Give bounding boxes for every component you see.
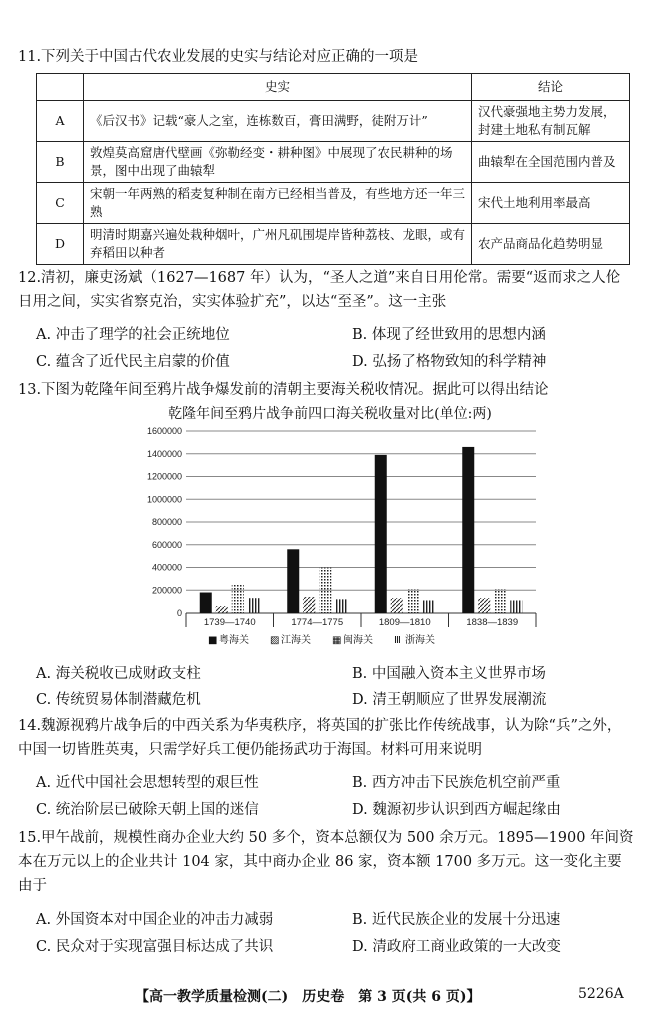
q14-option-a: A. 近代中国社会思想转型的艰巨性 [36, 775, 259, 791]
legend-symbol: Ⅲ [394, 635, 401, 646]
y-tick-label: 1200000 [146, 471, 182, 482]
q15-option-c: C. 民众对于实现富强目标达成了共识 [36, 939, 274, 955]
bar-粤海关 [287, 549, 299, 613]
row-letter: B [37, 142, 84, 183]
bar-江海关 [478, 598, 490, 613]
q13-chart [120, 403, 540, 659]
legend-label: 闽海关 [343, 635, 373, 646]
table-header-fact: 史实 [84, 74, 472, 101]
y-tick-label: 400000 [151, 562, 182, 573]
row-letter: D [37, 224, 84, 265]
chart-title: 乾隆年间至鸦片战争前四口海关税收量对比(单位:两) [168, 406, 492, 422]
q14-option-c: C. 统治阶层已破除天朝上国的迷信 [36, 802, 259, 818]
row-letter: C [37, 183, 84, 224]
bar-江海关 [216, 606, 228, 613]
q13-stem: 13.下图为乾隆年间至鸦片战争爆发前的清朝主要海关税收情况。据此可以得出结论 [18, 382, 549, 398]
table-header-row [37, 74, 630, 101]
table-header-empty [37, 74, 84, 101]
q13-option-d: D. 清王朝顺应了世界发展潮流 [352, 692, 547, 708]
q13-option-c: C. 传统贸易体制潜藏危机 [36, 692, 201, 708]
q13-option-b: B. 中国融入资本主义世界市场 [352, 666, 546, 682]
legend-label: 粤海关 [219, 635, 249, 646]
row-fact: 《后汉书》记载“豪人之室，连栋数百，膏田满野，徒附万计” [84, 101, 472, 142]
y-tick-label: 200000 [151, 585, 182, 596]
page-footer: 【高一教学质量检测(二) 历史卷 第 3 页(共 6 页)】 [135, 989, 481, 1005]
bar-江海关 [391, 598, 403, 613]
y-tick-label: 1400000 [146, 448, 182, 459]
q15-stem: 15.甲午战前，规模性商办企业大约 50 多个，资本总额仅为 500 余万元。1895—1900 年间资本在万元以上的企业共计 104 家，其中商办企业 86 家，资本额 1700 多万元。这一变化主要由于 [18, 830, 634, 894]
page-code: 5226A [578, 986, 624, 1002]
x-tick-label: 1838—1839 [466, 617, 519, 628]
q14-option-b: B. 西方冲击下民族危机空前严重 [352, 775, 561, 791]
q15-option-d: D. 清政府工商业政策的一大改变 [352, 939, 561, 955]
row-fact: 敦煌莫高窟唐代壁画《弥勒经变・耕种图》中展现了农民耕种的场景，图中出现了曲辕犁 [84, 142, 472, 183]
q12-stem: 12.清初，廉吏汤斌（1627—1687 年）认为，“圣人之道”来自日用伦常。需要“返而求之人伦日用之间，实实省察克治，实实体验扩充”，以达“至圣”。这一主张 [18, 270, 621, 310]
table-row [37, 224, 630, 265]
bar-江海关 [303, 597, 315, 613]
q12-option-a: A. 冲击了理学的社会正统地位 [36, 327, 230, 343]
legend-label: 浙海关 [405, 635, 435, 646]
q15-option-b: B. 近代民族企业的发展十分迅速 [352, 912, 561, 928]
y-tick-label: 800000 [151, 517, 182, 527]
chart-svg [120, 423, 540, 659]
x-tick-label: 1809—1810 [378, 617, 431, 628]
q12-option-d: D. 弘扬了格物致知的科学精神 [352, 354, 547, 370]
q14-stem: 14.魏源视鸦片战争后的中西关系为华夷秩序，将英国的扩张比作传统战事，认为除“兵”之外，中国一切皆胜英夷，只需学好兵工便仍能扬武功于海国。材料可用来说明 [18, 718, 622, 758]
row-letter: A [37, 101, 84, 142]
row-conclusion: 农产品商品化趋势明显 [472, 224, 630, 265]
q12-option-b: B. 体现了经世致用的思想内涵 [352, 327, 546, 343]
bar-浙海关 [335, 599, 347, 613]
q11-stem: 11.下列关于中国古代农业发展的史实与结论对应正确的一项是 [18, 49, 419, 65]
bar-浙海关 [248, 598, 260, 613]
bar-闽海关 [407, 589, 419, 613]
bar-粤海关 [462, 447, 474, 613]
row-conclusion: 宋代土地利用率最高 [472, 183, 630, 224]
row-fact: 明清时期嘉兴遍处栽种烟叶，广州凡矶围堤岸皆种荔枝、龙眼，或有弃稻田以种者 [84, 224, 472, 265]
q11-table [36, 73, 630, 265]
y-tick-label: 600000 [151, 539, 182, 550]
legend-symbol: ■ [208, 635, 218, 646]
legend-symbol: ▦ [332, 635, 342, 646]
table-header-conclusion: 结论 [472, 74, 630, 101]
q13-option-a: A. 海关税收已成财政支柱 [36, 666, 201, 682]
bar-浙海关 [423, 600, 435, 613]
table-row [37, 183, 630, 224]
bar-闽海关 [232, 585, 244, 613]
legend-label: 江海关 [281, 635, 311, 646]
bar-闽海关 [319, 568, 331, 614]
y-tick-label: 1600000 [146, 426, 182, 436]
y-tick-label: 0 [176, 608, 182, 618]
bar-闽海关 [494, 589, 506, 613]
bar-粤海关 [200, 593, 212, 613]
bar-浙海关 [510, 600, 522, 613]
table-row [37, 142, 630, 183]
table-row [37, 101, 630, 142]
x-tick-label: 1774—1775 [291, 617, 344, 628]
row-fact: 宋朝一年两熟的稻麦复种制在南方已经相当普及，有些地方还一年三熟 [84, 183, 472, 224]
q14-option-d: D. 魏源初步认识到西方崛起缘由 [352, 802, 561, 818]
row-conclusion: 汉代豪强地主势力发展，封建土地私有制瓦解 [472, 101, 630, 142]
y-tick-label: 1000000 [146, 494, 182, 505]
q15-option-a: A. 外国资本对中国企业的冲击力减弱 [36, 912, 274, 928]
legend-symbol: ▨ [270, 635, 280, 646]
bar-粤海关 [375, 455, 387, 613]
q12-option-c: C. 蕴含了近代民主启蒙的价值 [36, 354, 230, 370]
row-conclusion: 曲辕犁在全国范围内普及 [472, 142, 630, 183]
x-tick-label: 1739—1740 [203, 617, 256, 628]
